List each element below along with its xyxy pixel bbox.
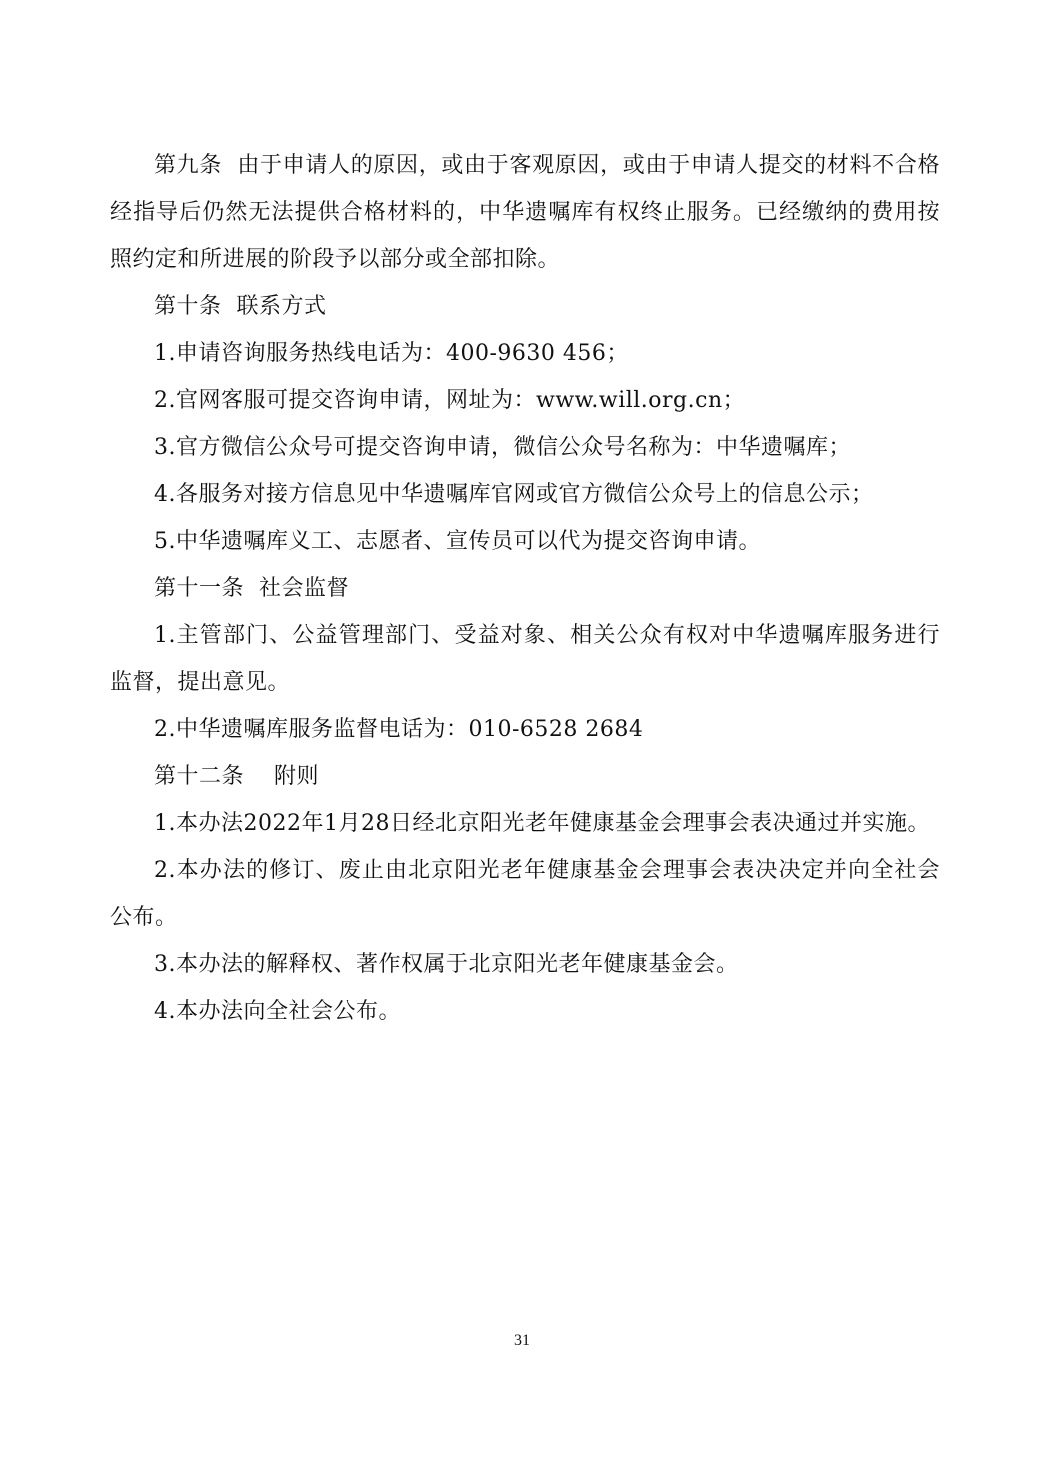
article-10-item-3: 3.官方微信公众号可提交咨询申请，微信公众号名称为：中华遗嘱库； (154, 435, 851, 460)
article-11-heading: 第十一条 社会监督 (154, 576, 349, 601)
article-9-paragraph: 第九条 由于申请人的原因，或由于客观原因，或由于申请人提交的材料不合格经指导后仍然无法提供合格材料的，中华遗嘱库有权终止服务。已经缴纳的费用按照约定和所进展的阶段予以部分或全部扣除。 (110, 153, 940, 272)
article-10-item-5: 5.中华遗嘱库义工、志愿者、宣传员可以代为提交咨询申请。 (154, 529, 761, 554)
article-12-heading: 第十二条 附则 (154, 764, 319, 789)
article-11-item-2: 2.中华遗嘱库服务监督电话为：010-6528 2684 (154, 717, 644, 742)
article-12-item-2: 2.本办法的修订、废止由北京阳光老年健康基金会理事会表决决定并向全社会公布。 (110, 858, 940, 930)
article-12-item-4: 4.本办法向全社会公布。 (154, 999, 401, 1024)
article-12-item-3: 3.本办法的解释权、著作权属于北京阳光老年健康基金会。 (154, 952, 739, 977)
article-10-item-2: 2.官网客服可提交咨询申请，网址为：www.will.org.cn； (154, 388, 746, 413)
document-body (110, 142, 940, 1035)
article-10-item-1: 1.申请咨询服务热线电话为：400-9630 456； (154, 341, 629, 366)
article-10-heading: 第十条 联系方式 (154, 294, 327, 319)
article-11-item-1: 1.主管部门、公益管理部门、受益对象、相关公众有权对中华遗嘱库服务进行监督，提出意见。 (110, 623, 940, 695)
page-number: 31 (514, 1332, 530, 1349)
article-10-item-4: 4.各服务对接方信息见中华遗嘱库官网或官方微信公众号上的信息公示； (154, 482, 874, 507)
article-12-item-1: 1.本办法2022年1月28日经北京阳光老年健康基金会理事会表决通过并实施。 (154, 811, 930, 836)
